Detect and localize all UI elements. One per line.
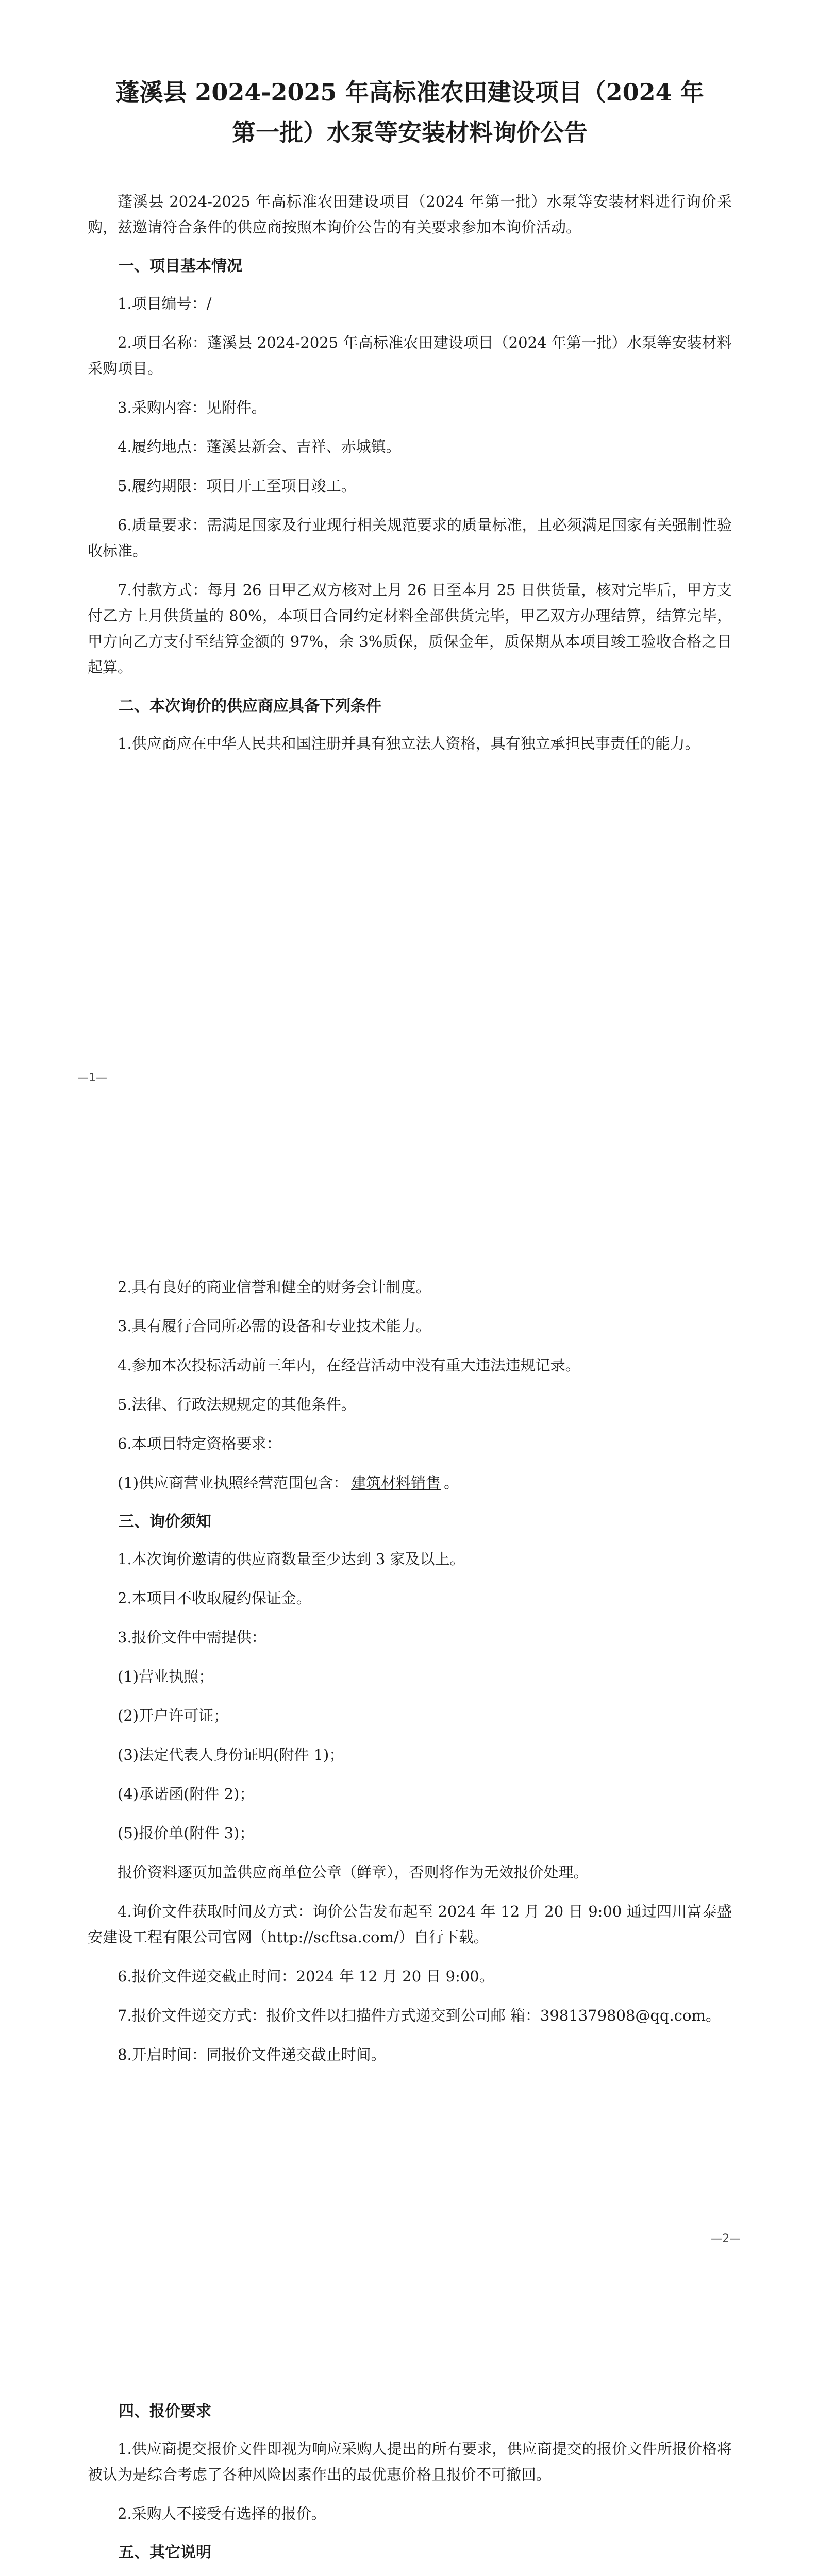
qualification-item: 3.具有履行合同所必需的设备和专业技术能力。	[118, 1317, 431, 1335]
required-doc: (1)营业执照；	[118, 1668, 214, 1685]
intro-paragraph: 蓬溪县 2024-2025 年高标准农田建设项目（2024 年第一批）水泵等安装材料进行询价采购，兹邀请符合条件的供应商按照本询价公告的有关要求参加本询价活动。	[88, 193, 732, 236]
quote-item: 2.采购人不接受有选择的报价。	[118, 2505, 326, 2522]
section-5-heading: 五、其它说明	[119, 2544, 211, 2562]
notice-item: 1.本次询价邀请的供应商数量至少达到 3 家及以上。	[118, 1550, 465, 1568]
title-line-1: 蓬溪县 2024-2025 年高标准农田建设项目（2024 年	[115, 78, 704, 106]
basic-item: 6.质量要求：需满足国家及行业现行相关规范要求的质量标准，且必须满足国家有关强制性验收标准。	[88, 516, 732, 560]
qualification-item: 6.本项目特定资格要求：	[118, 1435, 281, 1452]
quote-item: 1.供应商提交报价文件即视为响应采购人提出的所有要求，供应商提交的报价文件所报价格将被认为是综合考虑了各种风险因素作出的最优惠价格且报价不可撤回。	[88, 2440, 732, 2483]
section-1-heading: 一、项目基本情况	[119, 257, 242, 275]
notice-item: 3.报价文件中需提供：	[118, 1629, 266, 1646]
page-1	[0, 0, 818, 1156]
page-1-content	[88, 72, 732, 770]
page-3	[0, 2311, 818, 2576]
section-2-heading: 二、本次询价的供应商应具备下列条件	[119, 697, 381, 715]
title-line-2: 第一批）水泵等安装材料询价公告	[232, 118, 588, 146]
page-number-1: —1—	[77, 1072, 107, 1084]
special-requirement-suffix: 。	[444, 1474, 459, 1492]
required-doc: (4)承诺函(附件 2)；	[118, 1785, 255, 1803]
notice-item: 4.询价文件获取时间及方式：询价公告发布起至 2024 年 12 月 20 日 9:00 通过四川富泰盛安建设工程有限公司官网（http://scftsa.com/）自行下载。	[88, 1903, 732, 1946]
notice-item: 7.报价文件递交方式：报价文件以扫描件方式递交到公司邮 箱：3981379808@qq.com。	[118, 2007, 721, 2024]
special-requirement-value: 建筑材料销售	[351, 1474, 441, 1492]
basic-item: 4.履约地点：蓬溪县新会、吉祥、赤城镇。	[118, 438, 401, 455]
special-requirement	[88, 1470, 732, 1496]
required-doc: (3)法定代表人身份证明(附件 1)；	[118, 1746, 344, 1764]
required-doc: (5)报价单(附件 3)；	[118, 1824, 255, 1842]
required-doc: (2)开户许可证；	[118, 1707, 229, 1724]
basic-item: 3.采购内容：见附件。	[118, 399, 266, 416]
special-requirement-prefix: (1)供应商营业执照经营范围包含：	[118, 1474, 348, 1492]
notice-item: 2.本项目不收取履约保证金。	[118, 1589, 311, 1607]
page-2-content	[88, 1274, 732, 2081]
qualification-item: 5.法律、行政法规规定的其他条件。	[118, 1396, 356, 1413]
section-3-heading: 三、询价须知	[119, 1513, 211, 1531]
section-4-heading: 四、报价要求	[119, 2402, 211, 2420]
qualification-item: 1.供应商应在中华人民共和国注册并具有独立法人资格，具有独立承担民事责任的能力。	[118, 735, 700, 752]
page-number-2: —2—	[711, 2232, 741, 2245]
qualification-item: 2.具有良好的商业信誉和健全的财务会计制度。	[118, 1278, 431, 1296]
basic-item: 2.项目名称：蓬溪县 2024-2025 年高标准农田建设项目（2024 年第一批）水泵等安装材料采购项目。	[88, 334, 732, 377]
notice-item: 6.报价文件递交截止时间：2024 年 12 月 20 日 9:00。	[118, 1968, 494, 1985]
basic-item: 7.付款方式：每月 26 日甲乙双方核对上月 26 日至本月 25 日供货量，核对完毕后，甲方支付乙方上月供货量的 80%，本项目合同约定材料全部供货完毕，甲乙双方办理结算，结算完毕，甲方向乙方支付至结算金额的 97%，余 3%质保，质保金年，质保期从本项目竣工验收合格之日起算。	[88, 581, 732, 676]
notice-item: 8.开启时间：同报价文件递交截止时间。	[118, 2046, 386, 2063]
qualification-item: 4.参加本次投标活动前三年内，在经营活动中没有重大违法违规记录。	[118, 1357, 580, 1374]
seal-note: 报价资料逐页加盖供应商单位公章（鲜章），否则将作为无效报价处理。	[118, 1863, 589, 1881]
page-3-content	[88, 2394, 732, 2576]
basic-item: 5.履约期限：项目开工至项目竣工。	[118, 477, 356, 495]
basic-item: 1.项目编号：/	[118, 295, 212, 312]
page-2	[0, 1156, 818, 2311]
